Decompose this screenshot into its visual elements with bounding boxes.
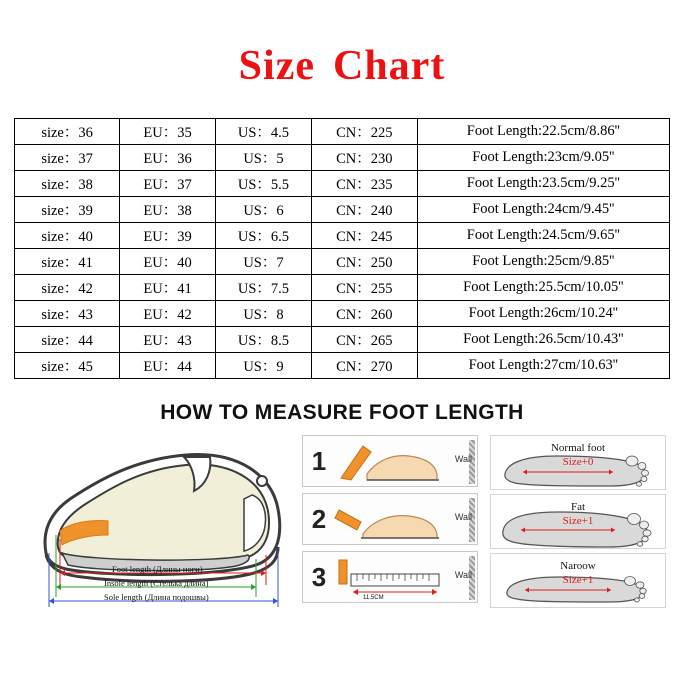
foot-type-size: Size+0 (562, 456, 594, 468)
page-title (0, 0, 684, 100)
cell-foot-length: Foot Length:22.5cm/8.86'' (417, 119, 669, 145)
step-1-illustration (333, 438, 451, 486)
cell-foot-length: Foot Length:23cm/9.05'' (417, 145, 669, 171)
cell-size: size：40 (15, 223, 120, 249)
size-table (14, 118, 670, 379)
page-title-word1: Size (238, 43, 315, 89)
size-table-wrapper (14, 118, 670, 379)
cell-foot-length: Foot Length:27cm/10.63'' (417, 353, 669, 379)
cell-size: size：38 (15, 171, 120, 197)
cell-cn: CN：230 (311, 145, 417, 171)
measure-step-3 (302, 551, 478, 603)
cell-us: US：8.5 (215, 327, 311, 353)
label-foot-length: Foot length (Длины ноги) (112, 564, 203, 574)
cell-eu: EU：37 (120, 171, 216, 197)
cell-foot-length: Foot Length:24.5cm/9.65'' (417, 223, 669, 249)
table-row (15, 327, 670, 353)
diagram-panels (0, 435, 684, 613)
cell-us: US：8 (215, 301, 311, 327)
table-row (15, 171, 670, 197)
cell-cn: CN：235 (311, 171, 417, 197)
cell-us: US：7 (215, 249, 311, 275)
cell-eu: EU：42 (120, 301, 216, 327)
cell-eu: EU：41 (120, 275, 216, 301)
cell-foot-length: Foot Length:24cm/9.45'' (417, 197, 669, 223)
ruler-measure-label: 11.5CM (363, 595, 384, 601)
cell-us: US：4.5 (215, 119, 311, 145)
howto-heading: HOW TO MEASURE FOOT LENGTH (160, 401, 524, 424)
label-sole-length: Sole length (Длина подошвы) (104, 592, 209, 602)
shoe-eyelet-icon (257, 476, 267, 486)
cell-eu: EU：36 (120, 145, 216, 171)
foot-type-size: Size+1 (562, 515, 594, 527)
shoe-cross-section-panel (16, 435, 294, 613)
foot-type-name: Normal foot (550, 442, 606, 454)
cell-us: US：6.5 (215, 223, 311, 249)
cell-cn: CN：270 (311, 353, 417, 379)
table-row (15, 249, 670, 275)
foot-type-normal (490, 435, 666, 490)
measure-step-1 (302, 435, 478, 487)
cell-eu: EU：40 (120, 249, 216, 275)
cell-cn: CN：250 (311, 249, 417, 275)
cell-foot-length: Foot Length:25.5cm/10.05'' (417, 275, 669, 301)
foot-side-icon (363, 516, 437, 538)
foot-type-size: Size+1 (562, 574, 594, 586)
step-2-illustration (333, 496, 451, 544)
cell-foot-length: Foot Length:26cm/10.24'' (417, 301, 669, 327)
wall-label: Wall (454, 454, 472, 464)
cell-eu: EU：39 (120, 223, 216, 249)
pencil-icon (339, 560, 347, 584)
cell-cn: CN：255 (311, 275, 417, 301)
wall-label: Wall (454, 512, 472, 522)
table-row (15, 223, 670, 249)
cell-us: US：7.5 (215, 275, 311, 301)
table-row (15, 275, 670, 301)
cell-size: size：36 (15, 119, 120, 145)
wall-label: Wall (454, 570, 472, 580)
label-insole-length: Insole length (Стелька длина) (104, 578, 209, 588)
foot-type-narrow (490, 553, 666, 608)
cell-eu: EU：44 (120, 353, 216, 379)
cell-size: size：41 (15, 249, 120, 275)
table-row (15, 145, 670, 171)
cell-foot-length: Foot Length:25cm/9.85'' (417, 249, 669, 275)
cell-foot-length: Foot Length:26.5cm/10.43'' (417, 327, 669, 353)
cell-us: US：5.5 (215, 171, 311, 197)
table-row (15, 197, 670, 223)
pencil-icon (335, 510, 361, 530)
cell-us: US：5 (215, 145, 311, 171)
cell-eu: EU：38 (120, 197, 216, 223)
table-row (15, 119, 670, 145)
cell-cn: CN：225 (311, 119, 417, 145)
cell-size: size：44 (15, 327, 120, 353)
step-number: 3 (311, 562, 327, 592)
foot-type-name: Fat (570, 501, 586, 513)
foot-type-name: Naroow (560, 560, 596, 572)
step-number: 1 (311, 446, 327, 476)
measure-step-2 (302, 493, 478, 545)
cell-cn: CN：260 (311, 301, 417, 327)
foot-types-panel (490, 435, 668, 613)
page-title-word2: Chart (332, 43, 446, 89)
cell-foot-length: Foot Length:23.5cm/9.25'' (417, 171, 669, 197)
foot-side-icon (367, 456, 437, 480)
step-number: 2 (311, 504, 327, 534)
cell-size: size：39 (15, 197, 120, 223)
step-3-illustration (333, 554, 451, 602)
cell-cn: CN：265 (311, 327, 417, 353)
cell-us: US：6 (215, 197, 311, 223)
measure-steps-panel (302, 435, 482, 613)
ruler-icon (351, 574, 439, 586)
cell-eu: EU：43 (120, 327, 216, 353)
cell-size: size：37 (15, 145, 120, 171)
cell-us: US：9 (215, 353, 311, 379)
cell-cn: CN：240 (311, 197, 417, 223)
table-row (15, 301, 670, 327)
cell-eu: EU：35 (120, 119, 216, 145)
cell-cn: CN：245 (311, 223, 417, 249)
cell-size: size：43 (15, 301, 120, 327)
shoe-lining (58, 464, 269, 564)
cell-size: size：45 (15, 353, 120, 379)
table-row (15, 353, 670, 379)
foot-type-fat (490, 494, 666, 549)
cell-size: size：42 (15, 275, 120, 301)
